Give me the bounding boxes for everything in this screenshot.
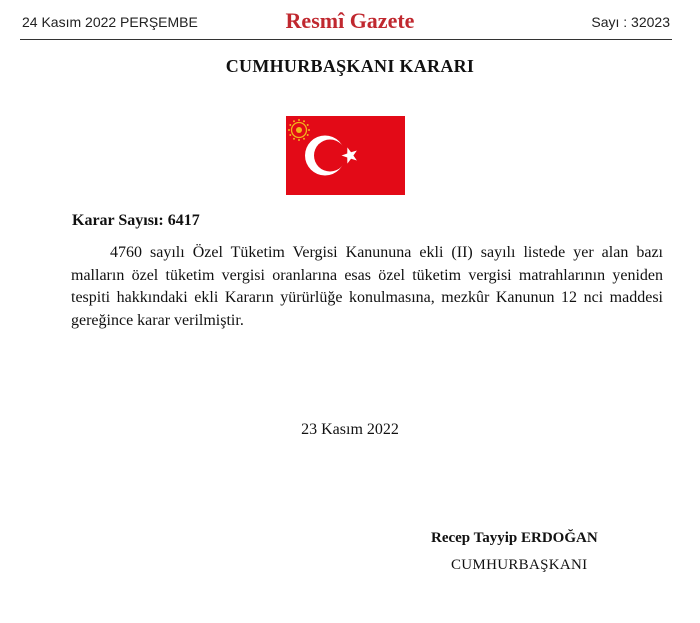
crescent-inner bbox=[314, 140, 346, 172]
issue-number: Sayı : 32023 bbox=[591, 14, 670, 30]
signer-title: CUMHURBAŞKANI bbox=[451, 557, 588, 573]
publication-title: Resmî Gazete bbox=[285, 8, 415, 33]
decision-body: 4760 sayılı Özel Tüketim Vergisi Kanununa ekli (II) sayılı listede yer alan bazı malların özel tüketim vergisi oranlarına esas özel tüketim vergisi matrahlarının yeniden tespiti hakkındaki ekli Kararın yürürlüğe konulmasına, mezkûr Kanunun 12 nci maddesi gereğince karar verilmiştir. bbox=[71, 244, 663, 329]
header-date: 24 Kasım 2022 PERŞEMBE bbox=[22, 14, 198, 30]
decision-date: 23 Kasım 2022 bbox=[301, 421, 399, 438]
decision-number: Karar Sayısı: 6417 bbox=[72, 212, 200, 229]
header-divider bbox=[20, 39, 672, 40]
signer-name: Recep Tayyip ERDOĞAN bbox=[431, 530, 598, 546]
document-heading: CUMHURBAŞKANI KARARI bbox=[225, 56, 475, 76]
turkish-flag-icon bbox=[286, 116, 405, 195]
gazette-header bbox=[0, 0, 700, 42]
